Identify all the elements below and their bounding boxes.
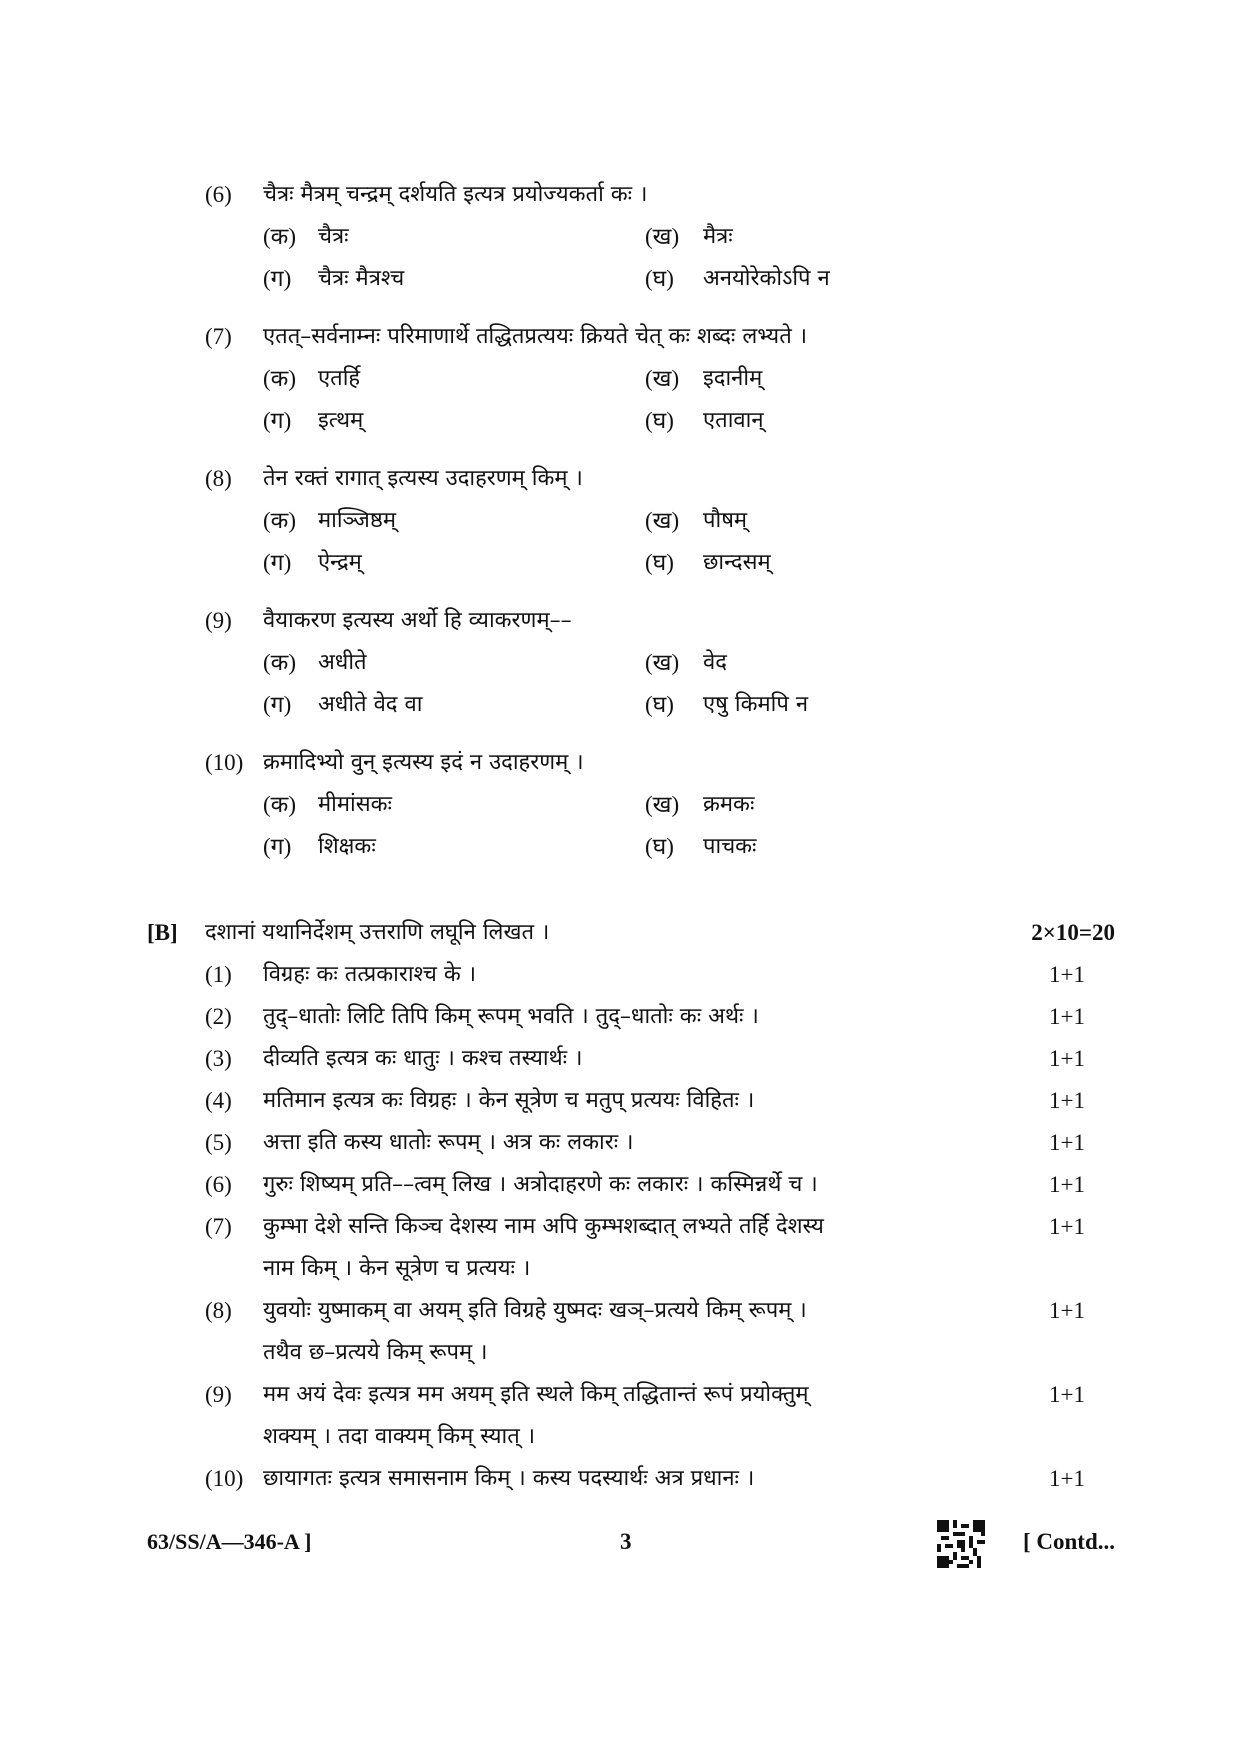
item-marks: 1+1 [1049,1088,1085,1113]
option-text: वेद [703,650,727,675]
option-text: पौषम् [703,508,748,533]
item-number: (10) [205,1466,244,1491]
option-label: (क) [263,366,296,391]
item-marks: 1+1 [1049,1004,1085,1029]
question-number: (7) [205,324,232,349]
question-number: (9) [205,608,232,633]
item-number: (4) [205,1088,232,1113]
item-marks: 1+1 [1049,1046,1085,1071]
paper-code: 63/SS/A—346-A ] [147,1529,312,1554]
item-text: अत्ता इति कस्य धातोः रूपम् । अत्र कः लकारः । [263,1130,634,1155]
option-label: (ख) [645,508,680,533]
item-number: (9) [205,1382,232,1407]
item-number: (5) [205,1130,232,1155]
item-text: गुरुः शिष्यम् प्रति––त्वम् लिख । अत्रोदाहरणे कः लकारः । कस्मिन्नर्थे च । [263,1172,818,1197]
item-text-continued: नाम किम् । केन सूत्रेण च प्रत्ययः । [263,1256,531,1281]
item-marks: 1+1 [1049,1214,1085,1239]
option-label: (ग) [263,692,292,717]
item-text: मतिमान इत्यत्र कः विग्रहः । केन सूत्रेण च मतुप् प्रत्ययः विहितः । [263,1088,755,1113]
question-text: एतत्–सर्वनाम्नः परिमाणार्थे तद्धितप्रत्ययः क्रियते चेत् कः शब्दः लभ्यते । [263,324,808,349]
item-text: मम अयं देवः इत्यत्र मम अयम् इति स्थले किम् तद्धितान्तं रूपं प्रयोक्तुम् [263,1382,809,1407]
question-text: चैत्रः मैत्रम् चन्द्रम् दर्शयति इत्यत्र प्रयोज्यकर्ता कः । [263,182,648,207]
item-number: (2) [205,1004,232,1029]
option-text: चैत्रः [318,224,349,249]
question-text: तेन रक्तं रागात् इत्यस्य उदाहरणम् किम् । [263,466,583,491]
item-text: दीव्यति इत्यत्र कः धातुः । कश्च तस्यार्थः । [263,1046,583,1071]
option-label: (ग) [263,550,292,575]
option-label: (क) [263,650,296,675]
option-text: अधीते वेद वा [318,692,423,717]
question-text: क्रमादिभ्यो वुन् इत्यस्य इदं न उदाहरणम् । [263,750,584,775]
option-text: अनयोरेकोऽपि न [703,266,830,291]
item-marks: 1+1 [1049,1130,1085,1155]
option-label: (घ) [645,550,674,575]
question-number: (8) [205,466,232,491]
option-label: (ग) [263,834,292,859]
section-title: दशानां यथानिर्देशम् उत्तराणि लघूनि लिखत । [205,920,550,945]
question-number: (10) [205,750,244,775]
option-label: (घ) [645,834,674,859]
option-label: (ग) [263,266,292,291]
item-number: (7) [205,1214,232,1239]
option-label: (घ) [645,692,674,717]
item-text: विग्रहः कः तत्प्रकाराश्च के । [263,962,477,987]
option-text: पाचकः [703,834,757,859]
question-text: वैयाकरण इत्यस्य अर्थो हि व्याकरणम्–– [263,608,572,633]
option-label: (ख) [645,792,680,817]
option-text: एषु किमपि न [703,692,809,717]
option-label: (क) [263,508,296,533]
item-marks: 1+1 [1049,1382,1085,1407]
item-text: तुद्–धातोः लिटि तिपि किम् रूपम् भवति । तुद्–धातोः कः अर्थः । [263,1004,759,1029]
option-text: इदानीम् [703,366,763,391]
item-number: (3) [205,1046,232,1071]
option-text: ऐन्द्रम् [318,550,362,575]
option-text: मीमांसकः [318,792,392,817]
option-text: अधीते [318,650,367,675]
option-text: एतर्हि [318,366,361,391]
item-text-continued: शक्यम् । तदा वाक्यम् किम् स्यात् । [263,1424,536,1449]
item-marks: 1+1 [1049,1172,1085,1197]
item-text: छायागतः इत्यत्र समासनाम किम् । कस्य पदस्यार्थः अत्र प्रधानः । [263,1466,755,1491]
option-label: (घ) [645,408,674,433]
option-text: मैत्रः [703,224,733,249]
section-total-marks: 2×10=20 [1031,920,1115,945]
item-number: (8) [205,1298,232,1323]
option-label: (घ) [645,266,674,291]
continued-label: [ Contd... [1022,1529,1115,1554]
option-text: चैत्रः मैत्रश्च [318,266,405,291]
item-text: कुम्भा देशे सन्ति किञ्च देशस्य नाम अपि कुम्भशब्दात् लभ्यते तर्हि देशस्य [263,1214,824,1239]
item-number: (6) [205,1172,232,1197]
option-label: (ख) [645,366,680,391]
option-label: (क) [263,792,296,817]
item-marks: 1+1 [1049,1466,1085,1491]
option-text: एतावान् [703,408,764,433]
option-label: (ख) [645,650,680,675]
option-label: (ख) [645,224,680,249]
option-text: छान्दसम् [703,550,771,575]
option-label: (क) [263,224,296,249]
item-marks: 1+1 [1049,1298,1085,1323]
item-marks: 1+1 [1049,962,1085,987]
option-text: माञ्जिष्ठम् [318,508,396,533]
option-text: इत्थम् [318,408,364,433]
item-number: (1) [205,962,232,987]
option-text: शिक्षकः [318,834,376,859]
option-label: (ग) [263,408,292,433]
item-text-continued: तथैव छ–प्रत्यये किम् रूपम् । [263,1340,488,1365]
page-number: 3 [620,1529,632,1554]
item-text: युवयोः युष्माकम् वा अयम् इति विग्रहे युष्मदः खञ्–प्रत्यये किम् रूपम् । [263,1298,807,1323]
option-text: क्रमकः [703,792,755,817]
qr-code-icon [937,1520,985,1568]
question-number: (6) [205,182,232,207]
section-label: [B] [147,920,178,945]
